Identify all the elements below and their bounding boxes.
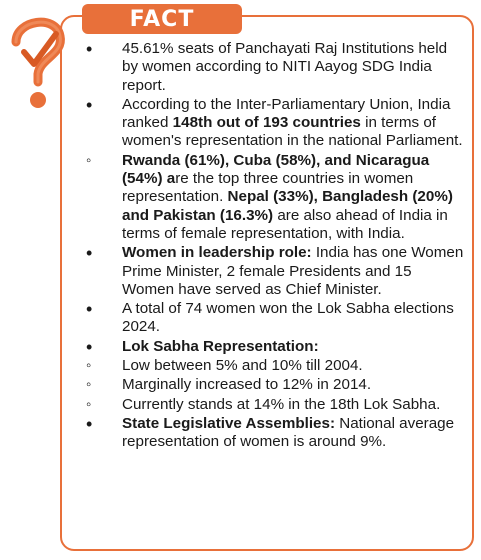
fact-text: in terms of women's representation in the national Parliament. <box>122 114 463 150</box>
fact-header-tab <box>82 4 242 34</box>
bullet-circle-icon <box>86 396 122 414</box>
bullet-disc-icon <box>86 96 122 116</box>
bullet-disc-icon <box>86 244 122 264</box>
fact-text: Low between 5% and 10% till 2004. <box>122 357 363 375</box>
fact-text: are also ahead of India in terms of female representation, with India. <box>122 206 448 242</box>
fact-item <box>86 244 466 299</box>
fact-text-bold: 148th out of 193 countries <box>172 114 361 132</box>
fact-text: India has one Women Prime Minister, 2 female Presidents and 15 Women have served as Chief Minister. <box>122 244 464 298</box>
bullet-disc-icon <box>86 415 122 435</box>
bullet-disc-icon <box>86 300 122 320</box>
fact-item <box>86 415 466 452</box>
bullet-disc-icon <box>86 40 122 60</box>
fact-item <box>86 376 466 394</box>
fact-text: According to the Inter-Parliamentary Union, India ranked <box>122 95 451 132</box>
fact-header-label: FACT <box>129 6 195 32</box>
fact-item <box>86 96 466 151</box>
fact-item <box>86 357 466 375</box>
fact-item <box>86 40 466 95</box>
fact-item <box>86 338 466 356</box>
fact-text-bold: Women in leadership role: <box>122 244 312 262</box>
bullet-circle-icon <box>86 152 122 170</box>
fact-item <box>86 300 466 337</box>
bullet-disc-icon <box>86 338 122 358</box>
fact-text-bold: Lok Sabha Representation: <box>122 337 319 355</box>
fact-item <box>86 152 466 243</box>
fact-text: Currently stands at 14% in the 18th Lok Sabha. <box>122 395 441 413</box>
fact-text-bold: State Legislative Assemblies: <box>122 414 335 432</box>
question-check-icon <box>4 8 78 118</box>
fact-text: 45.61% seats of Panchayati Raj Institutions held by women according to NITI Aayog SDG India report. <box>122 40 448 94</box>
bullet-circle-icon <box>86 357 122 375</box>
fact-text-bold: Rwanda (61%), Cuba (58%), and Nicaragua (54%) a <box>122 151 430 188</box>
fact-text: National average representation of women is around 9%. <box>122 414 455 451</box>
fact-list <box>86 40 466 452</box>
fact-text: re the top three countries in women representation. <box>122 170 414 206</box>
fact-text-bold: Nepal (33%), Bangladesh (20%) and Pakistan (16.3%) <box>122 188 453 224</box>
fact-text: A total of 74 women won the Lok Sabha elections 2024. <box>122 300 454 336</box>
fact-item <box>86 396 466 414</box>
fact-text: Marginally increased to 12% in 2014. <box>122 376 372 394</box>
bullet-circle-icon <box>86 376 122 394</box>
